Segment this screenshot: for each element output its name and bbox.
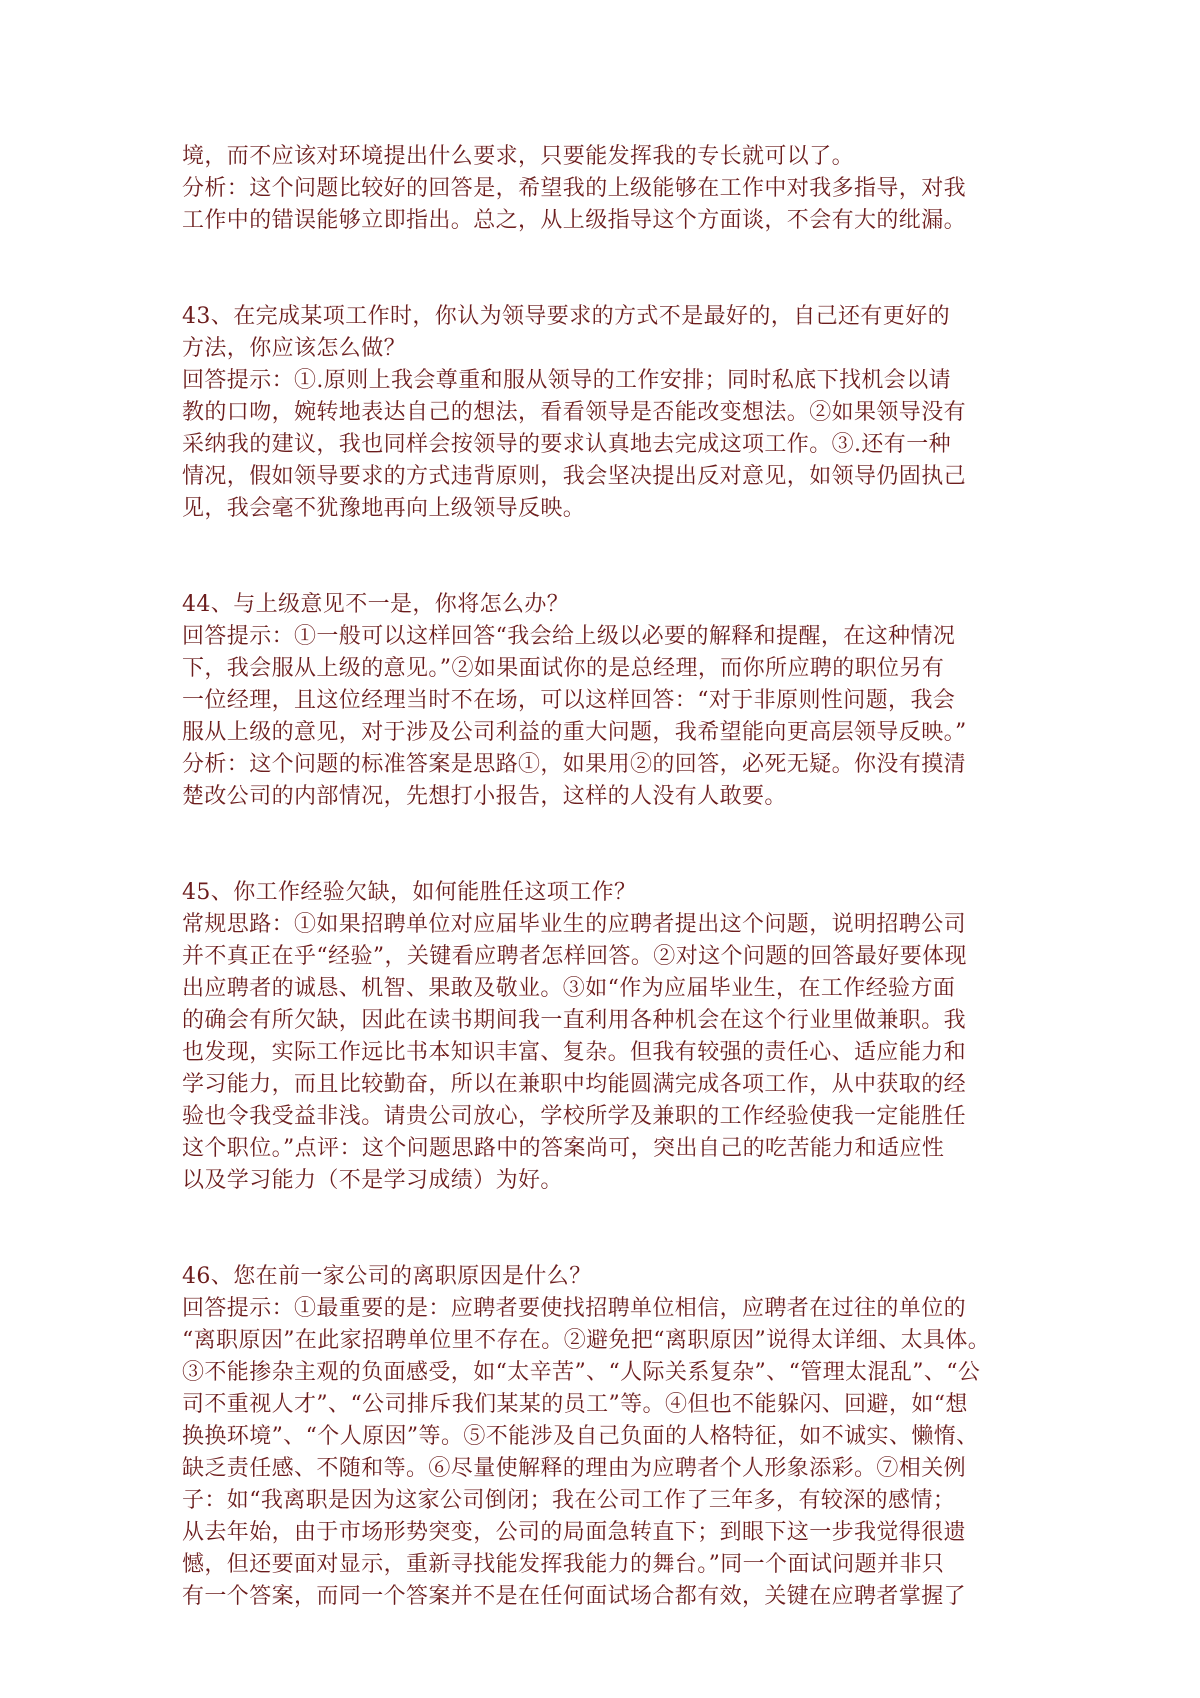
text-line: 教的口吻，婉转地表达自己的想法，看看领导是否能改变想法。②如果领导没有 [182,400,967,425]
text-line: 下，我会服从上级的意见。”②如果面试你的是总经理，而你所应聘的职位另有 [182,656,945,681]
text-line: 并不真正在乎“经验”，关键看应聘者怎样回答。②对这个问题的回答最好要体现 [182,944,967,969]
text-line: “离职原因”在此家招聘单位里不存在。②避免把“离职原因”说得太详细、太具体。 [182,1328,991,1353]
text-line: 分析：这个问题比较好的回答是，希望我的上级能够在工作中对我多指导，对我 [182,176,967,201]
section-question-45 [182,877,1042,1197]
text-line: 有一个答案，而同一个答案并不是在任何面试场合都有效，关键在应聘者掌握了 [182,1584,967,1609]
text-line: 从去年始，由于市场形势突变，公司的局面急转直下；到眼下这一步我觉得很遗 [182,1520,967,1545]
text-line: 缺乏责任感、不随和等。⑥尽量使解释的理由为应聘者个人形象添彩。⑦相关例 [182,1456,967,1481]
text-line: 工作中的错误能够立即指出。总之，从上级指导这个方面谈，不会有大的纰漏。 [182,208,967,233]
text-line: 也发现，实际工作远比书本知识丰富、复杂。但我有较强的责任心、适应能力和 [182,1040,967,1065]
text-line: 换换环境”、“个人原因”等。⑤不能涉及自己负面的人格特征，如不诚实、懒惰、 [182,1424,979,1449]
text-line: 以及学习能力（不是学习成绩）为好。 [182,1168,563,1193]
question-heading: 44、与上级意见不一是，你将怎么办？ [182,592,570,617]
text-line: 服从上级的意见，对于涉及公司利益的重大问题，我希望能向更高层领导反映。” [182,720,967,745]
question-heading: 45、你工作经验欠缺，如何能胜任这项工作？ [182,880,637,905]
text-line: 子：如“我离职是因为这家公司倒闭；我在公司工作了三年多，有较深的感情； [182,1488,956,1513]
section-question-43 [182,301,1042,525]
question-heading: 46、您在前一家公司的离职原因是什么？ [182,1264,592,1289]
text-line: 常规思路：①如果招聘单位对应届毕业生的应聘者提出这个问题，说明招聘公司 [182,912,967,937]
text-line: 憾，但还要面对显示，重新寻找能发挥我能力的舞台。”同一个面试问题并非只 [182,1552,945,1577]
text-line: 情况，假如领导要求的方式违背原则，我会坚决提出反对意见，如领导仍固执己 [182,464,967,489]
text-line: 出应聘者的诚恳、机智、果敢及敬业。③如“作为应届毕业生，在工作经验方面 [182,976,956,1001]
text-line: 司不重视人才”、“公司排斥我们某某的员工”等。④但也不能躲闪、回避，如“想 [182,1392,968,1417]
section-question-44 [182,589,1042,813]
text-line: 回答提示：①.原则上我会尊重和服从领导的工作安排；同时私底下找机会以请 [182,368,951,393]
text-line: 回答提示：①一般可以这样回答“我会给上级以必要的解释和提醒，在这种情况 [182,624,956,649]
text-line: 采纳我的建议，我也同样会按领导的要求认真地去完成这项工作。③.还有一种 [182,432,951,457]
section-continuation-42 [182,141,1042,237]
document-body [182,141,1042,1613]
text-line: 的确会有所欠缺，因此在读书期间我一直利用各种机会在这个行业里做兼职。我 [182,1008,967,1033]
text-line: 这个职位。”点评：这个问题思路中的答案尚可，突出自己的吃苦能力和适应性 [182,1136,945,1161]
text-line: 方法，你应该怎么做？ [182,336,407,361]
text-line: 一位经理，且这位经理当时不在场，可以这样回答：“对于非原则性问题，我会 [182,688,956,713]
text-line: 分析：这个问题的标准答案是思路①，如果用②的回答，必死无疑。你没有摸清 [182,752,967,777]
question-heading: 43、在完成某项工作时，你认为领导要求的方式不是最好的，自己还有更好的 [182,304,950,329]
text-line: 验也令我受益非浅。请贵公司放心，学校所学及兼职的工作经验使我一定能胜任 [182,1104,967,1129]
text-line: 境，而不应该对环境提出什么要求，只要能发挥我的专长就可以了。 [182,144,855,169]
section-question-46 [182,1261,1042,1613]
text-line: 学习能力，而且比较勤奋，所以在兼职中均能圆满完成各项工作，从中获取的经 [182,1072,967,1097]
text-line: 回答提示：①最重要的是：应聘者要使找招聘单位相信，应聘者在过往的单位的 [182,1296,967,1321]
text-line: ③不能掺杂主观的负面感受，如“太辛苦”、“人际关系复杂”、“管理太混乱”、“公 [182,1360,981,1385]
text-line: 见，我会毫不犹豫地再向上级领导反映。 [182,496,586,521]
text-line: 楚改公司的内部情况，先想打小报告，这样的人没有人敢要。 [182,784,787,809]
